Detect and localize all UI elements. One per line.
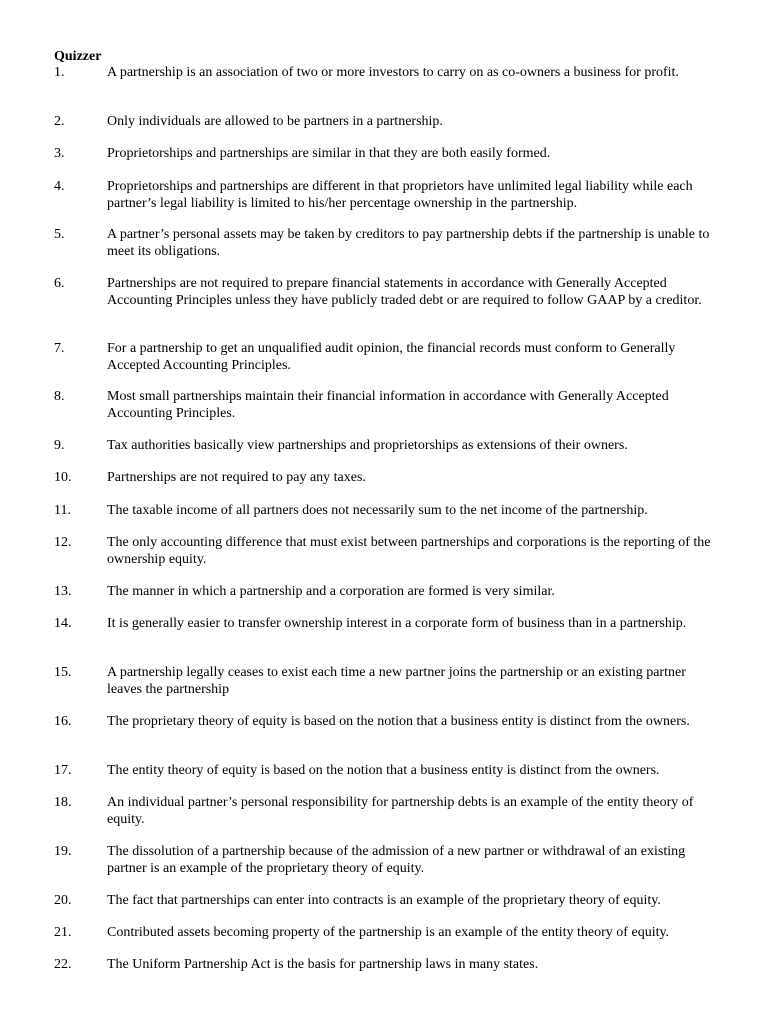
question-text: The proprietary theory of equity is based on the notion that a business entity is distinct from the owners.: [107, 714, 690, 729]
question-number: 5.: [54, 227, 65, 242]
question-item: [54, 389, 720, 422]
question-number: 19.: [54, 844, 72, 859]
question-item: [54, 341, 720, 374]
question-text: For a partnership to get an unqualified audit opinion, the financial records must conform to Generally Accepted Accounting Principles.: [107, 341, 676, 373]
question-text: The taxable income of all partners does not necessarily sum to the net income of the partnership.: [107, 503, 648, 518]
question-text: The Uniform Partnership Act is the basis for partnership laws in many states.: [107, 957, 539, 972]
question-text: Contributed assets becoming property of the partnership is an example of the entity theory of equity.: [107, 925, 670, 940]
question-item: [54, 714, 720, 731]
question-number: 11.: [54, 503, 71, 518]
question-number: 8.: [54, 389, 65, 404]
question-item: [54, 503, 720, 520]
question-item: [54, 893, 720, 910]
question-item: [54, 665, 720, 698]
question-text: An individual partner’s personal responsibility for partnership debts is an example of the entity theory of equity.: [107, 795, 694, 827]
question-number: 6.: [54, 276, 65, 291]
question-text: Most small partnerships maintain their financial information in accordance with Generally Accepted Accounting Principles.: [107, 389, 669, 421]
question-item: [54, 65, 720, 82]
question-item: [54, 925, 720, 942]
question-item: [54, 616, 720, 633]
question-text: A partner’s personal assets may be taken by creditors to pay partnership debts if the partnership is unable to meet its obligations.: [107, 227, 710, 259]
question-number: 13.: [54, 584, 72, 599]
question-number: 4.: [54, 179, 65, 194]
question-text: The entity theory of equity is based on the notion that a business entity is distinct from the owners.: [107, 763, 660, 778]
question-text: Partnerships are not required to prepare financial statements in accordance with Generally Accepted Accounting Principles unless they have publicly traded debt or are required to follow GAAP by a creditor.: [107, 276, 702, 308]
question-text: The dissolution of a partnership because of the admission of a new partner or withdrawal of an existing partner is an example of the proprietary theory of equity.: [107, 844, 686, 876]
question-number: 3.: [54, 146, 65, 161]
question-number: 16.: [54, 714, 72, 729]
question-item: [54, 114, 720, 131]
question-item: [54, 179, 720, 212]
question-number: 21.: [54, 925, 72, 940]
question-number: 12.: [54, 535, 72, 550]
question-text: Partnerships are not required to pay any taxes.: [107, 470, 366, 485]
question-number: 10.: [54, 470, 72, 485]
question-number: 18.: [54, 795, 72, 810]
question-item: [54, 584, 720, 601]
question-item: [54, 795, 720, 828]
question-item: [54, 470, 720, 487]
question-text: Proprietorships and partnerships are different in that proprietors have unlimited legal liability while each partner’s legal liability is limited to his/her percentage ownership in the partnership.: [107, 179, 693, 211]
question-text: Proprietorships and partnerships are similar in that they are both easily formed.: [107, 146, 551, 161]
question-number: 22.: [54, 957, 72, 972]
question-number: 2.: [54, 114, 65, 129]
question-text: A partnership is an association of two or more investors to carry on as co-owners a business for profit.: [107, 65, 679, 80]
question-number: 1.: [54, 65, 65, 80]
question-text: The fact that partnerships can enter into contracts is an example of the proprietary theory of equity.: [107, 893, 661, 908]
question-item: [54, 535, 720, 568]
question-item: [54, 276, 720, 309]
question-text: Tax authorities basically view partnerships and proprietorships as extensions of their owners.: [107, 438, 628, 453]
question-text: The only accounting difference that must exist between partnerships and corporations is the reporting of the ownership equity.: [107, 535, 711, 567]
question-item: [54, 957, 720, 974]
question-number: 9.: [54, 438, 65, 453]
question-item: [54, 146, 720, 163]
question-text: The manner in which a partnership and a corporation are formed is very similar.: [107, 584, 555, 599]
page-title: Quizzer: [54, 49, 102, 64]
question-number: 17.: [54, 763, 72, 778]
question-text: Only individuals are allowed to be partners in a partnership.: [107, 114, 443, 129]
question-number: 7.: [54, 341, 65, 356]
question-item: [54, 227, 720, 260]
question-number: 15.: [54, 665, 72, 680]
question-number: 20.: [54, 893, 72, 908]
question-text: A partnership legally ceases to exist each time a new partner joins the partnership or an existing partner leaves the partnership: [107, 665, 686, 697]
question-item: [54, 438, 720, 455]
question-number: 14.: [54, 616, 72, 631]
question-item: [54, 763, 720, 780]
question-text: It is generally easier to transfer ownership interest in a corporate form of business than in a partnership.: [107, 616, 687, 631]
question-item: [54, 844, 720, 877]
